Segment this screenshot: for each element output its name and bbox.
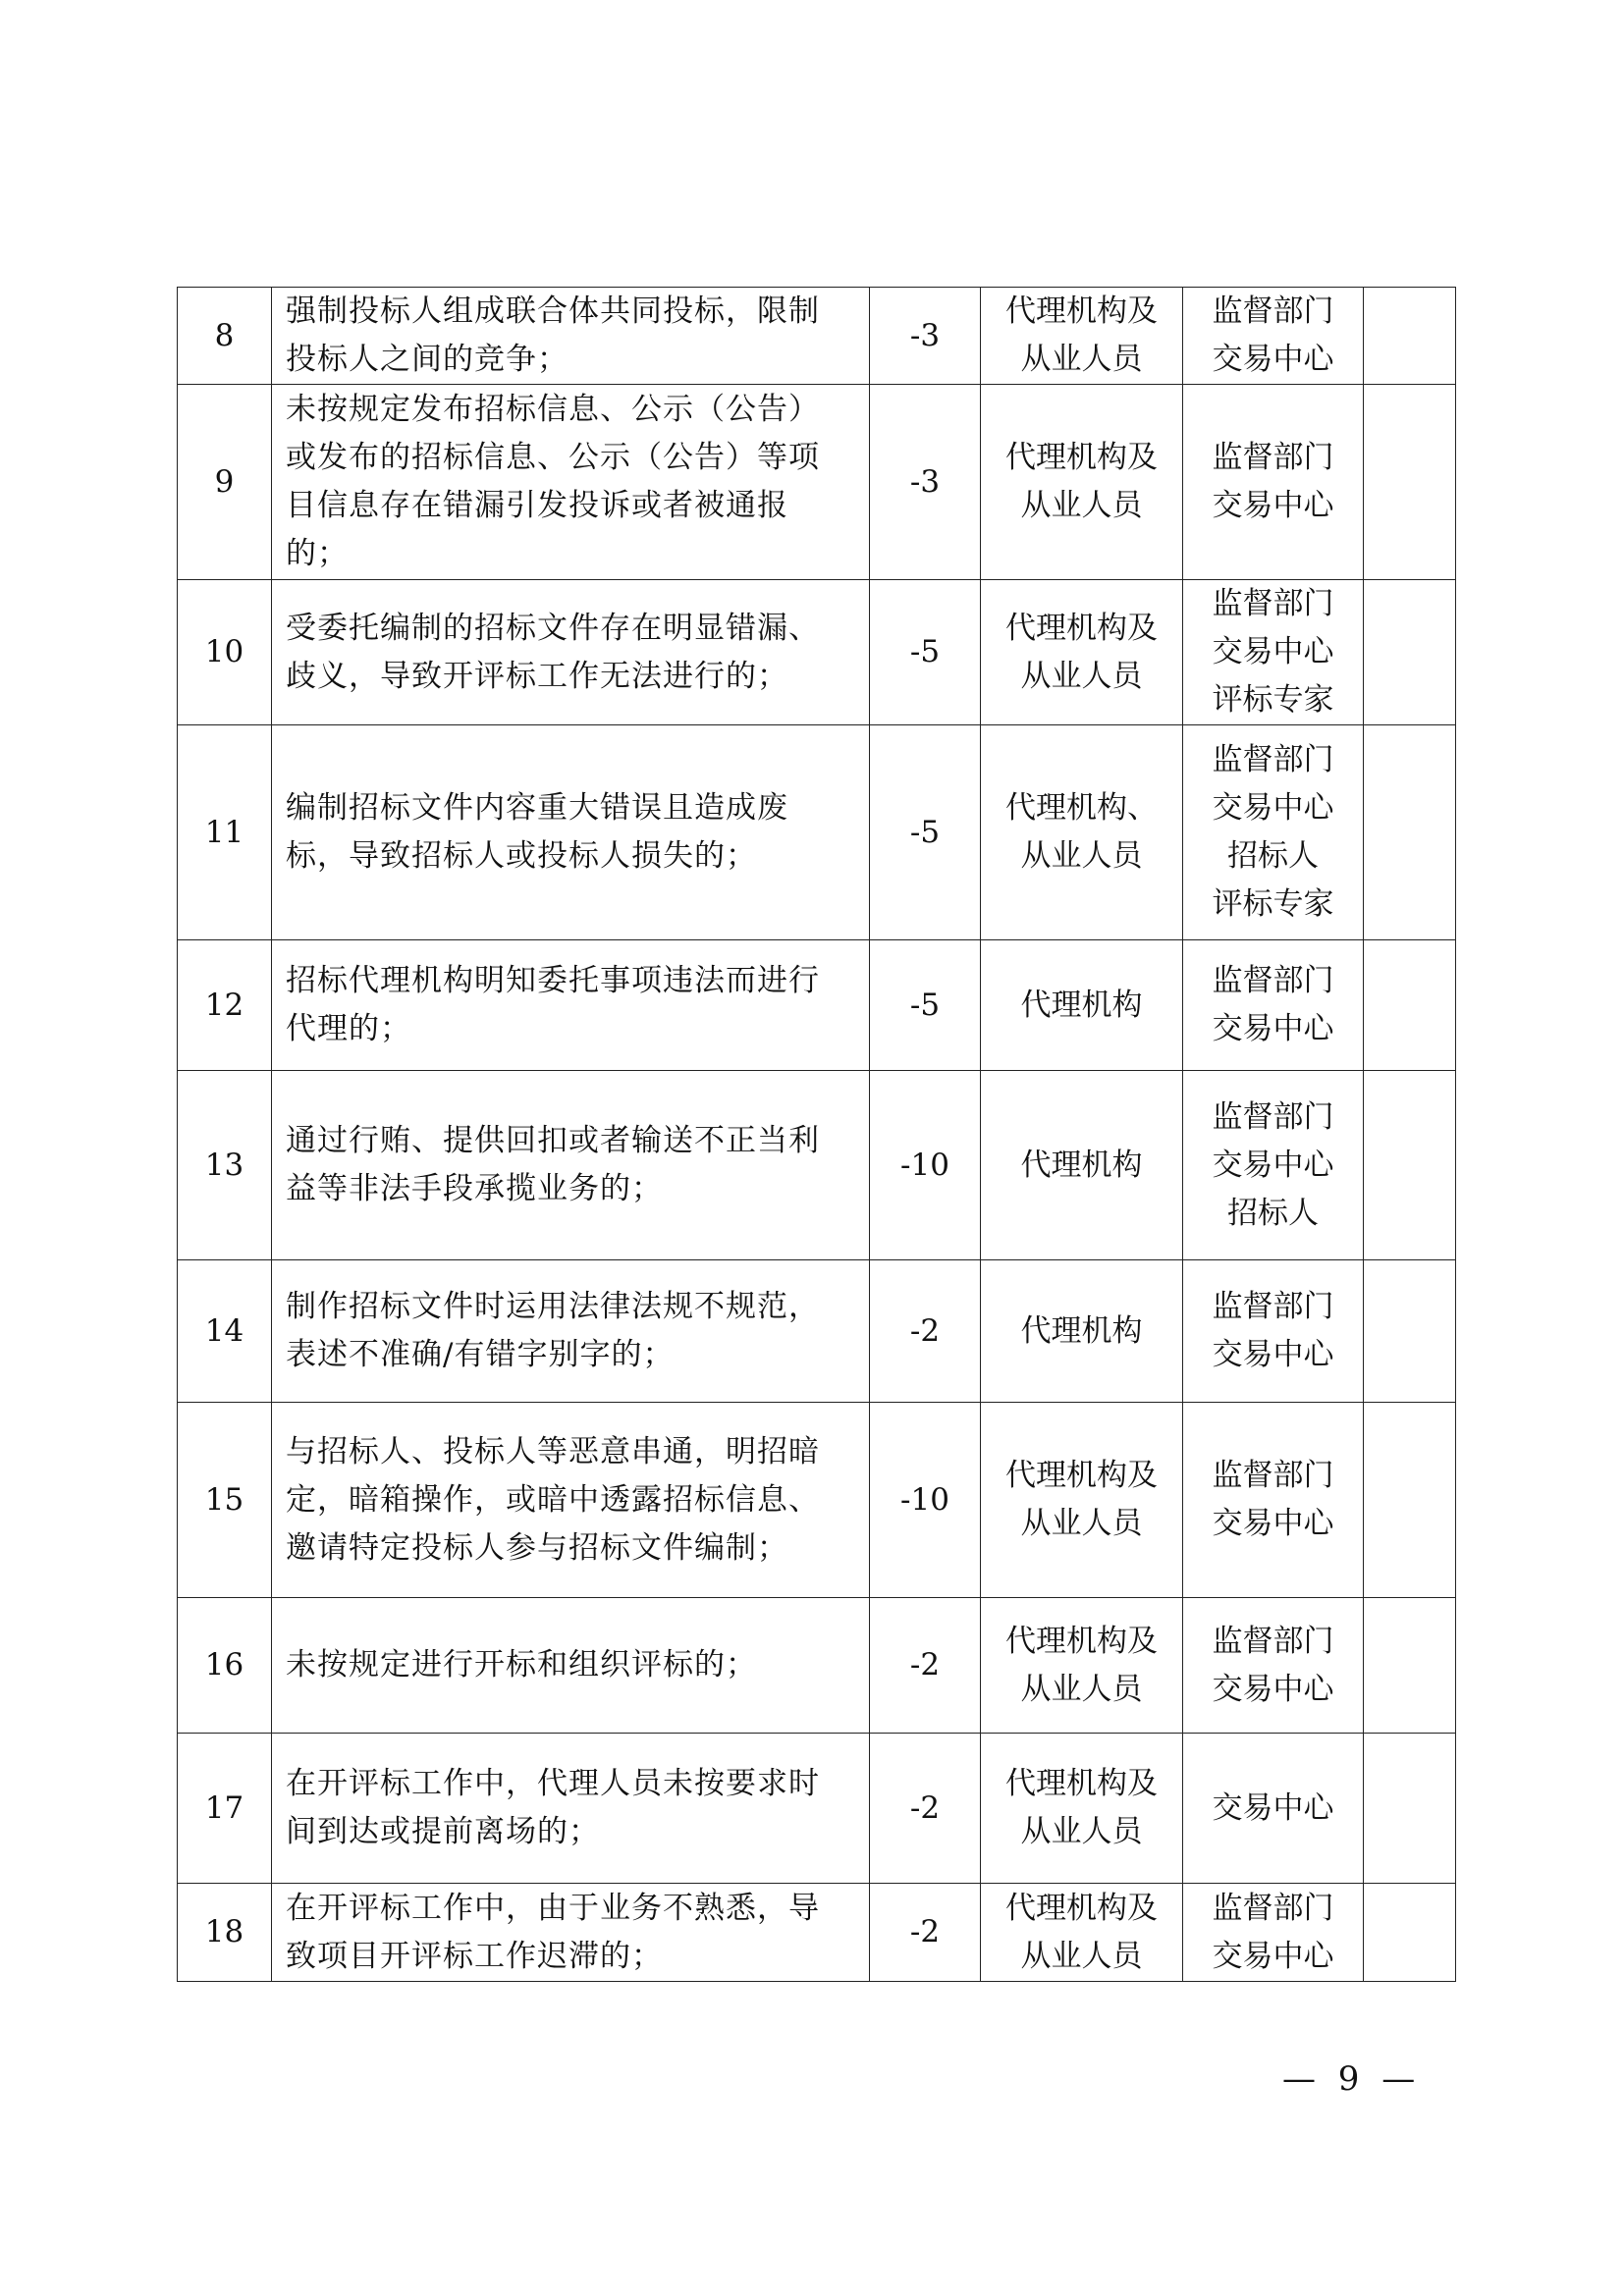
table-row: [178, 288, 1456, 385]
table-row: [178, 1260, 1456, 1403]
description-line: 标，导致招标人或投标人损失的；: [286, 838, 757, 874]
target-line: 从业人员: [1020, 1671, 1143, 1707]
reporting-agency: [1183, 1403, 1364, 1598]
target-line: 从业人员: [1020, 342, 1143, 377]
penalty-target: [981, 385, 1183, 580]
penalty-target: [981, 940, 1183, 1071]
agency-line: 监督部门: [1212, 1458, 1334, 1493]
remark-cell: [1364, 1403, 1456, 1598]
target-line: 代理机构及: [1005, 610, 1158, 646]
penalty-target: [981, 1734, 1183, 1884]
agency-line: 招标人: [1227, 838, 1319, 874]
violation-description: [272, 1598, 870, 1734]
target-line: 从业人员: [1020, 838, 1143, 874]
table-row: [178, 1734, 1456, 1884]
row-number: 11: [178, 725, 272, 940]
table-row: [178, 1884, 1456, 1982]
violation-description: [272, 725, 870, 940]
target-line: 代理机构: [1020, 1312, 1143, 1349]
agency-line: 交易中心: [1212, 1011, 1334, 1046]
penalty-score: -2: [870, 1598, 981, 1734]
description-line: 制作招标文件时运用法律法规不规范，: [286, 1289, 820, 1324]
remark-cell: [1364, 940, 1456, 1071]
penalty-score: -2: [870, 1884, 981, 1982]
remark-cell: [1364, 1071, 1456, 1260]
penalty-score: -2: [870, 1734, 981, 1884]
target-line: 代理机构及: [1005, 294, 1158, 329]
description-line: 邀请特定投标人参与招标文件编制；: [286, 1529, 788, 1566]
target-line: 代理机构: [1020, 1147, 1143, 1183]
remark-cell: [1364, 1260, 1456, 1403]
agency-line: 交易中心: [1212, 790, 1334, 826]
agency-line: 监督部门: [1212, 294, 1334, 329]
penalty-target: [981, 288, 1183, 385]
penalty-score: -2: [870, 1260, 981, 1403]
target-line: 从业人员: [1020, 1938, 1143, 1974]
penalty-score: -5: [870, 725, 981, 940]
target-line: 代理机构及: [1005, 440, 1158, 475]
agency-line: 监督部门: [1212, 1289, 1334, 1324]
description-line: 与招标人、投标人等恶意串通，明招暗: [286, 1433, 820, 1469]
agency-line: 交易中心: [1212, 1938, 1334, 1974]
agency-line: 监督部门: [1212, 440, 1334, 475]
agency-line: 交易中心: [1212, 1506, 1334, 1541]
description-line: 致项目开评标工作迟滞的；: [286, 1938, 663, 1974]
reporting-agency: [1183, 1598, 1364, 1734]
target-line: 代理机构及: [1005, 1766, 1158, 1801]
description-line: 表述不准确/有错字别字的；: [286, 1337, 675, 1372]
reporting-agency: [1183, 1260, 1364, 1403]
row-number: 17: [178, 1734, 272, 1884]
agency-line: 交易中心: [1212, 1337, 1334, 1372]
description-line: 在开评标工作中，由于业务不熟悉，导: [286, 1890, 820, 1926]
table-row: [178, 940, 1456, 1071]
reporting-agency: [1183, 385, 1364, 580]
description-line: 目信息存在错漏引发投诉或者被通报: [286, 488, 788, 523]
target-line: 代理机构及: [1005, 1890, 1158, 1926]
description-line: 的；: [286, 536, 349, 571]
target-line: 从业人员: [1020, 1506, 1143, 1541]
description-line: 通过行贿、提供回扣或者输送不正当利: [286, 1123, 820, 1158]
violation-description: [272, 940, 870, 1071]
remark-cell: [1364, 580, 1456, 725]
remark-cell: [1364, 288, 1456, 385]
penalty-score: -10: [870, 1403, 981, 1598]
target-line: 代理机构: [1020, 987, 1143, 1023]
remark-cell: [1364, 1598, 1456, 1734]
violation-description: [272, 385, 870, 580]
row-number: 12: [178, 940, 272, 1071]
reporting-agency: [1183, 1734, 1364, 1884]
agency-line: 监督部门: [1212, 1890, 1334, 1926]
penalty-score: -10: [870, 1071, 981, 1260]
target-line: 从业人员: [1020, 488, 1143, 523]
penalty-score: -3: [870, 288, 981, 385]
penalty-target: [981, 725, 1183, 940]
agency-line: 监督部门: [1212, 1623, 1334, 1659]
violation-description: [272, 1260, 870, 1403]
agency-line: 监督部门: [1212, 1098, 1334, 1135]
row-number: 14: [178, 1260, 272, 1403]
violation-description: [272, 1071, 870, 1260]
reporting-agency: [1183, 288, 1364, 385]
row-number: 8: [178, 288, 272, 385]
row-number: 9: [178, 385, 272, 580]
table-row: [178, 580, 1456, 725]
penalty-target: [981, 1260, 1183, 1403]
row-number: 18: [178, 1884, 272, 1982]
description-line: 强制投标人组成联合体共同投标，限制: [286, 294, 820, 329]
row-number: 13: [178, 1071, 272, 1260]
reporting-agency: [1183, 1071, 1364, 1260]
violation-description: [272, 288, 870, 385]
agency-line: 监督部门: [1212, 963, 1334, 998]
remark-cell: [1364, 725, 1456, 940]
table-row: [178, 1598, 1456, 1734]
reporting-agency: [1183, 1884, 1364, 1982]
remark-cell: [1364, 1884, 1456, 1982]
page-number: — 9 —: [1282, 2059, 1422, 2099]
description-line: 受委托编制的招标文件存在明显错漏、: [286, 610, 820, 646]
target-line: 代理机构及: [1005, 1623, 1158, 1659]
table-row: [178, 1071, 1456, 1260]
violation-description: [272, 1884, 870, 1982]
agency-line: 交易中心: [1212, 1671, 1334, 1707]
description-line: 编制招标文件内容重大错误且造成废: [286, 790, 788, 826]
violation-description: [272, 1734, 870, 1884]
description-line: 未按规定进行开标和组织评标的；: [286, 1647, 757, 1682]
table-row: [178, 725, 1456, 940]
remark-cell: [1364, 1734, 1456, 1884]
reporting-agency: [1183, 940, 1364, 1071]
agency-line: 交易中心: [1212, 1789, 1334, 1826]
penalty-target: [981, 1884, 1183, 1982]
target-line: 代理机构及: [1005, 1458, 1158, 1493]
reporting-agency: [1183, 725, 1364, 940]
penalty-target: [981, 1071, 1183, 1260]
row-number: 15: [178, 1403, 272, 1598]
agency-line: 交易中心: [1212, 488, 1334, 523]
penalty-score: -5: [870, 580, 981, 725]
target-line: 从业人员: [1020, 658, 1143, 694]
penalty-score: -3: [870, 385, 981, 580]
description-line: 或发布的招标信息、公示（公告）等项: [286, 440, 820, 475]
reporting-agency: [1183, 580, 1364, 725]
description-line: 未按规定发布招标信息、公示（公告）: [286, 392, 820, 427]
violation-description: [272, 580, 870, 725]
description-line: 投标人之间的竞争；: [286, 342, 568, 377]
penalty-score: -5: [870, 940, 981, 1071]
agency-line: 交易中心: [1212, 342, 1334, 377]
table-row: [178, 385, 1456, 580]
description-line: 间到达或提前离场的；: [286, 1814, 600, 1849]
agency-line: 交易中心: [1212, 634, 1334, 669]
description-line: 在开评标工作中，代理人员未按要求时: [286, 1766, 820, 1801]
violation-description: [272, 1403, 870, 1598]
description-line: 定，暗箱操作，或暗中透露招标信息、: [286, 1481, 820, 1518]
penalty-target: [981, 1403, 1183, 1598]
description-line: 歧义，导致开评标工作无法进行的；: [286, 658, 788, 694]
agency-line: 评标专家: [1212, 682, 1334, 718]
description-line: 代理的；: [286, 1011, 411, 1046]
penalty-table: [177, 287, 1456, 1982]
penalty-target: [981, 580, 1183, 725]
agency-line: 评标专家: [1212, 886, 1334, 922]
penalty-target: [981, 1598, 1183, 1734]
description-line: 益等非法手段承揽业务的；: [286, 1171, 663, 1206]
agency-line: 监督部门: [1212, 586, 1334, 621]
target-line: 从业人员: [1020, 1814, 1143, 1849]
table-row: [178, 1403, 1456, 1598]
table-body: [178, 288, 1456, 1982]
row-number: 10: [178, 580, 272, 725]
target-line: 代理机构、: [1005, 790, 1158, 826]
description-line: 招标代理机构明知委托事项违法而进行: [286, 963, 820, 998]
row-number: 16: [178, 1598, 272, 1734]
agency-line: 招标人: [1227, 1195, 1319, 1231]
remark-cell: [1364, 385, 1456, 580]
agency-line: 监督部门: [1212, 742, 1334, 777]
agency-line: 交易中心: [1212, 1147, 1334, 1183]
